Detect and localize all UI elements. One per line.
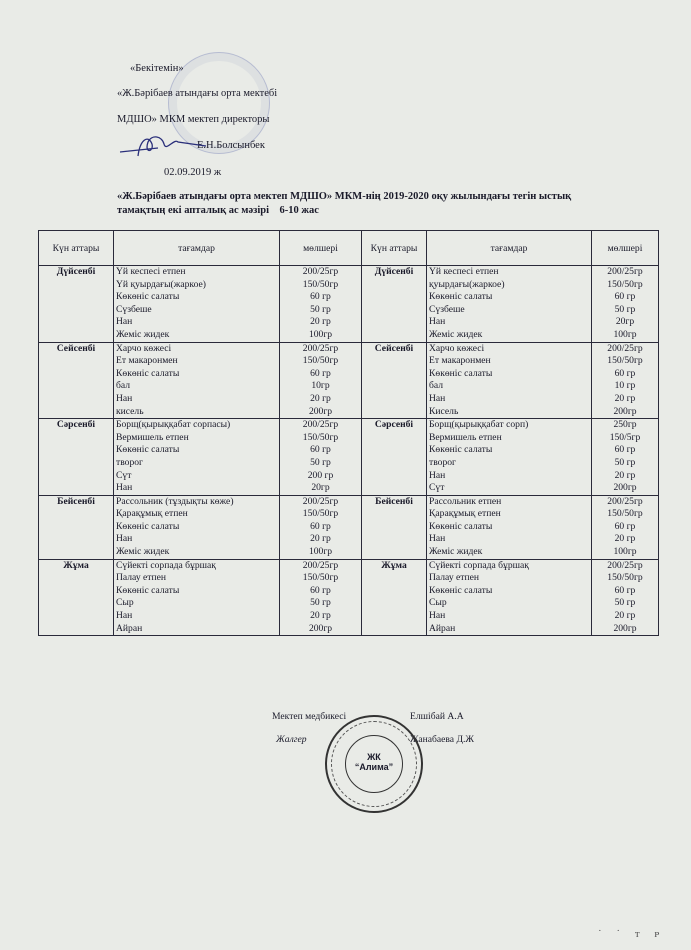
day-cell-week1: Бейсенбі [39, 495, 114, 559]
dishes-cell-week1 [114, 342, 280, 419]
day-cell-week1: Дүйсенбі [39, 266, 114, 343]
day-cell-week2: Сейсенбі [362, 342, 427, 419]
header-day-week1: Күн аттары [39, 231, 114, 266]
qty-item: 60 гр [614, 444, 636, 456]
qty-item: 200гр [308, 622, 333, 634]
approval-director: МДШО» МКМ мектеп директоры [117, 114, 270, 125]
qty-item: 50 гр [310, 303, 331, 315]
header-qty-week1: мөлшері [280, 231, 362, 266]
dish-item: Сыр [116, 597, 134, 609]
dish-item: Нан [116, 482, 133, 494]
dish-item: Нан [429, 392, 446, 404]
qty-item: 20 гр [310, 533, 331, 545]
dish-item: Жеміс жидек [116, 546, 170, 558]
dish-item: Палау етпен [429, 572, 480, 584]
dish-item: Айран [429, 622, 456, 634]
dish-item: Көкөніс салаты [116, 291, 180, 303]
dish-item: Жеміс жидек [429, 546, 483, 558]
dish-item: Нан [116, 392, 133, 404]
qty-cell-week2 [592, 495, 659, 559]
qty-item: 150/50гр [607, 355, 643, 367]
dish-item: Харчо көжесі [116, 342, 172, 354]
dish-item: Палау етпен [116, 572, 167, 584]
qty-item: 60 гр [310, 291, 331, 303]
day-cell-week2: Бейсенбі [362, 495, 427, 559]
dish-item: Көкөніс салаты [116, 444, 180, 456]
header-day-week2: Күн аттары [362, 231, 427, 266]
dish-item: Сыр [429, 597, 447, 609]
table-row [39, 342, 659, 419]
qty-item: 20 гр [614, 610, 636, 622]
qty-cell-week1 [280, 342, 362, 419]
day-cell-week1: Жұма [39, 559, 114, 636]
qty-item: 20 гр [614, 469, 636, 481]
dish-item: Ет макаронмен [429, 355, 491, 367]
director-signature [118, 130, 208, 160]
qty-item: 60 гр [614, 584, 636, 596]
qty-item: 50 гр [614, 456, 636, 468]
qty-cell-week1 [280, 266, 362, 343]
qty-cell-week2 [592, 559, 659, 636]
dish-item: бал [116, 380, 131, 392]
qty-item: 200 гр [307, 469, 334, 481]
qty-item: 60 гр [310, 584, 331, 596]
qty-item: 200/25гр [607, 266, 643, 277]
dish-item: Борщ(қырыққабат сорп) [429, 419, 529, 431]
title-line-2 [117, 204, 571, 218]
approval-school: «Ж.Бәрібаев атындағы орта мектебі [117, 88, 278, 99]
day-cell-week1: Сейсенбі [39, 342, 114, 419]
header-dishes-week2: тағамдар [427, 231, 592, 266]
stamp-center [345, 735, 403, 793]
dish-item: Сүйекті сорпада бұршақ [116, 559, 216, 571]
qty-item: 150/50гр [302, 431, 339, 443]
qty-item: 250гр [613, 419, 637, 431]
qty-item: 20гр [311, 482, 330, 494]
dish-item: Кисель [429, 405, 459, 417]
title-menu: тамақтың екі апталық ас мәзірі [117, 205, 269, 216]
dish-item: Борщ(қырыққабат сорпасы) [116, 419, 231, 431]
qty-item: 60 гр [310, 520, 331, 532]
dish-item: бал [429, 380, 444, 392]
qty-item: 150/50гр [302, 572, 339, 584]
dish-item: творог [116, 456, 143, 468]
qty-item: 50 гр [614, 597, 636, 609]
qty-item: 200/25гр [302, 342, 339, 354]
qty-item: 50 гр [310, 456, 331, 468]
dish-item: Қарақұмық етпен [116, 508, 188, 520]
dish-item: Үй кеспесі етпен [429, 266, 499, 277]
manager-label: Жалгер [276, 734, 307, 745]
qty-item: 60 гр [310, 367, 331, 379]
document-title [117, 190, 571, 218]
qty-item: 150/50гр [302, 278, 339, 290]
dishes-cell-week1 [114, 495, 280, 559]
day-cell-week2: Дүйсенбі [362, 266, 427, 343]
qty-cell-week2 [592, 342, 659, 419]
dish-item: Көкөніс салаты [116, 367, 180, 379]
qty-item: 60 гр [614, 520, 636, 532]
qty-item: 200гр [613, 482, 637, 494]
dish-item: Сүзбеше [429, 303, 465, 315]
qty-item: 200/25гр [302, 266, 339, 277]
qty-item: 60 гр [614, 367, 636, 379]
stamp-line-1: ЖК [367, 752, 381, 762]
qty-item: 150/50гр [607, 508, 643, 520]
approval-date: 02.09.2019 ж [164, 167, 222, 178]
qty-item: 200гр [308, 405, 333, 417]
dish-item: Нан [429, 610, 446, 622]
qty-item: 200/25гр [607, 342, 643, 354]
dish-item: творог [429, 456, 456, 468]
qty-item: 20гр [615, 316, 635, 328]
dish-item: Нан [116, 533, 133, 545]
dish-item: Вермишель етпен [429, 431, 502, 443]
qty-item: 150/5гр [609, 431, 641, 443]
dish-item: Рассольник (тұздықты көже) [116, 495, 234, 507]
qty-item: 20 гр [310, 610, 331, 622]
qty-item: 150/50гр [607, 278, 643, 290]
table-row [39, 419, 659, 496]
dish-item: Үй қуырдағы(жаркое) [116, 278, 206, 290]
dishes-cell-week2 [427, 342, 592, 419]
qty-item: 200/25гр [302, 495, 339, 507]
qty-item: 200гр [613, 405, 637, 417]
qty-item: 200/25гр [607, 559, 643, 571]
dish-item: Жеміс жидек [116, 328, 170, 340]
dish-item: Сүт [116, 469, 132, 481]
dish-item: Харчо көжесі [429, 342, 485, 354]
dish-item: Сүйекті сорпада бұршақ [429, 559, 529, 571]
qty-item: 200/25гр [607, 495, 643, 507]
table-header-row [39, 231, 659, 266]
header-dishes-week1: тағамдар [114, 231, 280, 266]
qty-item: 50 гр [310, 597, 331, 609]
dish-item: Сүт [429, 482, 445, 494]
dish-item: Нан [116, 610, 133, 622]
dishes-cell-week1 [114, 419, 280, 496]
dishes-cell-week1 [114, 559, 280, 636]
dish-item: Көкөніс салаты [116, 584, 180, 596]
qty-item: 10гр [311, 380, 330, 392]
dishes-cell-week2 [427, 266, 592, 343]
dish-item: Вермишель етпен [116, 431, 189, 443]
qty-cell-week2 [592, 419, 659, 496]
dishes-cell-week2 [427, 419, 592, 496]
qty-item: 10 гр [614, 380, 636, 392]
qty-item: 150/50гр [607, 572, 643, 584]
dish-item: Көкөніс салаты [116, 520, 180, 532]
qty-cell-week1 [280, 495, 362, 559]
menu-table [38, 230, 659, 636]
qty-item: 200/25гр [302, 559, 339, 571]
dish-item: Көкөніс салаты [429, 584, 493, 596]
qty-item: 100гр [613, 546, 637, 558]
approval-name: Е.Н.Болсынбек [197, 140, 265, 151]
day-cell-week1: Сәрсенбі [39, 419, 114, 496]
approval-header: «Бекітемін» [130, 63, 184, 74]
manager-name: Жанабаева Д.Ж [410, 734, 475, 745]
dish-item: Рассольник етпен [429, 495, 502, 507]
qty-item: 20 гр [310, 316, 331, 328]
dishes-cell-week2 [427, 559, 592, 636]
qty-item: 150/50гр [302, 508, 339, 520]
dish-item: Нан [429, 533, 446, 545]
table-row [39, 266, 659, 343]
title-line-1: «Ж.Бәрібаев атындағы орта мектеп МДШО» МКМ-нің 2019-2020 оқу жылындағы тегін ыстық [117, 191, 572, 202]
dish-item: Үй кеспесі етпен [116, 266, 186, 277]
dish-item: Нан [429, 469, 446, 481]
stamp-line-2: “Алима” [354, 762, 394, 772]
dish-item: Жеміс жидек [429, 328, 483, 340]
dish-item: Айран [116, 622, 143, 634]
qty-item: 150/50гр [302, 355, 339, 367]
qty-item: 100гр [308, 328, 333, 340]
dishes-cell-week2 [427, 495, 592, 559]
dish-item: кисель [116, 405, 144, 417]
dishes-cell-week1 [114, 266, 280, 343]
qty-item: 60 гр [614, 291, 636, 303]
day-cell-week2: Жұма [362, 559, 427, 636]
header-qty-week2: мөлшері [592, 231, 659, 266]
dish-item: Нан [116, 316, 133, 328]
nurse-label: Мектеп медбикесі [272, 711, 347, 722]
qty-item: 60 гр [310, 444, 331, 456]
company-stamp [325, 715, 423, 813]
qty-item: 20 гр [310, 392, 331, 404]
dish-item: Көкөніс салаты [429, 520, 493, 532]
qty-cell-week2 [592, 266, 659, 343]
dish-item: Көкөніс салаты [429, 444, 493, 456]
dish-item: Сүзбеше [116, 303, 152, 315]
qty-item: 100гр [613, 328, 637, 340]
table-row [39, 495, 659, 559]
day-cell-week2: Сәрсенбі [362, 419, 427, 496]
qty-item: 20 гр [614, 392, 636, 404]
qty-item: 100гр [308, 546, 333, 558]
qty-item: 200/25гр [302, 419, 339, 431]
dish-item: Көкөніс салаты [429, 291, 493, 303]
qty-item: 50 гр [614, 303, 636, 315]
qty-cell-week1 [280, 419, 362, 496]
qty-item: 200гр [613, 622, 637, 634]
nurse-name: Елшібай А.А [410, 711, 464, 722]
dish-item: Нан [429, 316, 446, 328]
dish-item: Қарақұмық етпен [429, 508, 501, 520]
table-row [39, 559, 659, 636]
scan-marks: ˙ ˙ ᴛ ᴘ [598, 928, 666, 940]
dish-item: қуырдағы(жаркое) [429, 278, 505, 290]
qty-item: 20 гр [614, 533, 636, 545]
qty-cell-week1 [280, 559, 362, 636]
dish-item: Ет макаронмен [116, 355, 178, 367]
title-ages: 6-10 жас [279, 205, 319, 216]
dish-item: Көкөніс салаты [429, 367, 493, 379]
